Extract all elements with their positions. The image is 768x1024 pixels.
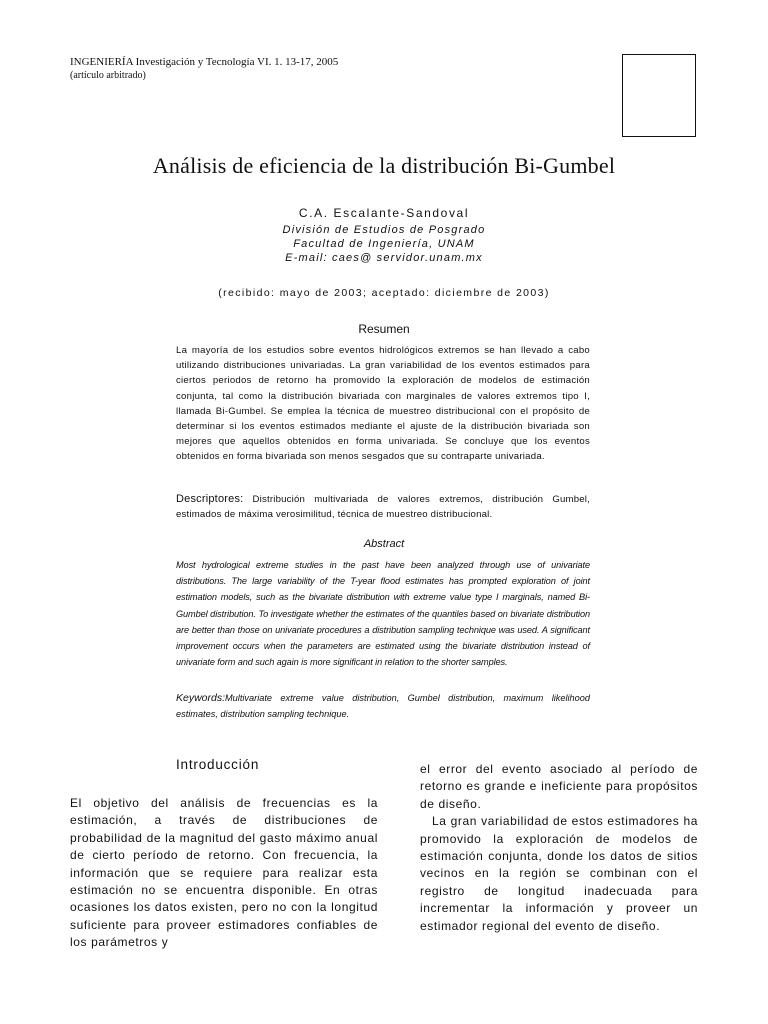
keywords-text: Multivariate extreme value distribution, Gumbel distribution, maximum likelihood estimates, distribution sampling technique.: [176, 693, 590, 719]
author-affiliation-faculty: Facultad de Ingeniería, UNAM: [293, 238, 475, 250]
descriptores-text: Distribución multivariada de valores extremos, distribución Gumbel, estimados de máxima verosimilitud, técnica de muestreo distribucional.: [176, 494, 590, 521]
corner-box: [622, 54, 696, 137]
abstract-text: Most hydrological extreme studies in the past have been analyzed through use of univariate distributions. The large variability of the T-year flood estimates has prompted exploration of joint estimation models, such as the bivariate distribution with extreme value type I marginals, named Bi-Gumbel distribution. To investigate whether the estimates of the quantiles based on bivariate distribution are better than those on univariate procedures a distribution sampling technique was used. A significant improvement occurs when the parameters are estimated using the bivariate distribution instead of univariate form and such again is more significant in relation to the shorter samples.: [176, 560, 590, 668]
body-paragraph: La gran variabilidad de estos estimadores ha promovido la exploración de modelos de estimación conjunta, donde los datos de sitios vecinos en la región se combinan con el registro de longitud inadecuada para incrementar la información y proveer un estimador regional del evento de diseño.: [420, 814, 698, 933]
journal-header: [70, 56, 338, 82]
resumen-heading: Resumen: [358, 322, 410, 336]
abstract-heading: Abstract: [363, 538, 405, 550]
body-paragraph: el error del evento asociado al período de retorno es grande e ineficiente para propósitos de diseño.: [420, 762, 698, 811]
body-column-right: [420, 761, 698, 935]
author-block: [0, 206, 768, 265]
received-accepted-dates: (recibido: mayo de 2003; aceptado: diciembre de 2003): [218, 287, 550, 299]
descriptores-paragraph: [176, 492, 590, 522]
article-note: (artículo arbitrado): [70, 70, 146, 81]
resumen-text: La mayoría de los estudios sobre eventos hidrológicos extremos se han llevado a cabo utilizando distribuciones univariadas. La gran variabilidad de los eventos estimados para ciertos periodos de retorno ha promovido la exploración de modelos de estimación conjunta, tal como la distribución bivariada con marginales de valores extremos tipo I, llamada Bi-Gumbel. Se emplea la técnica de muestreo distribucional con el propósito de determinar si los eventos estimados mediante el ajuste de la distribución bivariada son mejores que aquellos obtenidos en forma univariada. Se concluye que los eventos obtenidos en forma bivariada son menos sesgados que su contraparte univariada.: [176, 345, 590, 463]
author-affiliation-division: División de Estudios de Posgrado: [282, 224, 486, 236]
body-column-left: El objetivo del análisis de frecuencias es la estimación, a través de distribuciones de probabilidad de la magnitud del gasto máximo anual de cierto período de retorno. Con frecuencia, la información que se requiere para realizar esta estimación no se encuentra disponible. En otras ocasiones los datos existen, pero no con la longitud suficiente para proveer estimadores confiables de los parámetros y: [70, 796, 378, 950]
journal-citation: INGENIERÍA Investigación y Tecnología VI. 1. 13-17, 2005: [70, 56, 339, 68]
keywords-paragraph: [176, 690, 590, 722]
paper-title: Análisis de eficiencia de la distribución Bi-Gumbel: [152, 153, 616, 178]
introduccion-heading: Introducción: [176, 757, 260, 772]
author-name: C.A. Escalante-Sandoval: [298, 206, 470, 220]
author-email[interactable]: E-mail: caes@ servidor.unam.mx: [285, 252, 483, 264]
keywords-label: Keywords:: [176, 692, 226, 704]
descriptores-label: Descriptores:: [176, 493, 244, 505]
